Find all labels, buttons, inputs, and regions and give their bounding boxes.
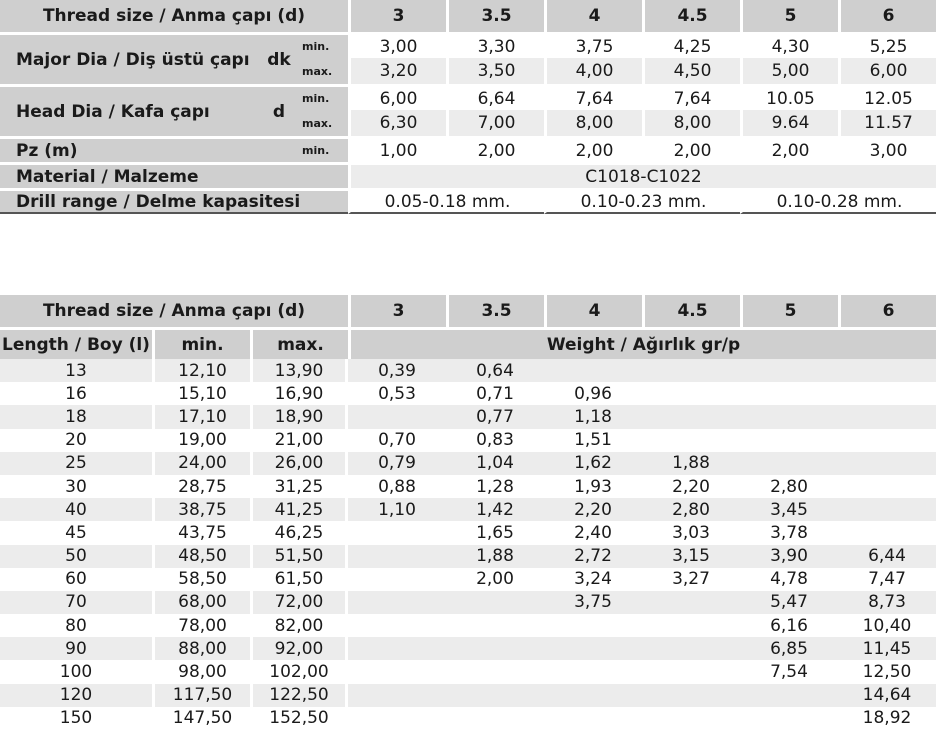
material-value: C1018-C1022 [348, 162, 936, 188]
size-header: 6 [838, 295, 936, 327]
weight-cell: 5,47 [740, 591, 838, 614]
size-header: 3.5 [446, 295, 544, 327]
weight-subheader-row [0, 327, 936, 359]
weight-cell [642, 660, 740, 683]
weight-cell: 14,64 [838, 684, 936, 707]
length-cell: 40 [0, 498, 152, 521]
table-row [0, 568, 936, 591]
material-label: Material / Malzeme [0, 162, 348, 188]
weight-cell [544, 359, 642, 382]
weight-cell: 6,85 [740, 637, 838, 660]
length-cell: 16 [0, 382, 152, 405]
length-cell: 70 [0, 591, 152, 614]
weight-cell: 2,00 [446, 568, 544, 591]
weight-header-label: Thread size / Anma çapı (d) [0, 295, 348, 327]
weight-cell: 2,20 [544, 498, 642, 521]
weight-cell: 0,39 [348, 359, 446, 382]
weight-cell: 7,47 [838, 568, 936, 591]
weight-cell: 0,79 [348, 452, 446, 475]
value-cell: 3,00 [838, 136, 936, 162]
value-cell: 6,00 [348, 84, 446, 110]
weight-cell: 3,15 [642, 545, 740, 568]
value-cell: 8,00 [544, 110, 642, 136]
length-cell: 120 [0, 684, 152, 707]
min-label: min. [300, 136, 348, 162]
weight-cell [642, 405, 740, 428]
weight-cell: 0,71 [446, 382, 544, 405]
head-dia-symbol: d [258, 84, 300, 136]
weight-cell [446, 660, 544, 683]
value-cell: 4,25 [642, 32, 740, 58]
size-header: 4.5 [642, 295, 740, 327]
weight-cell [348, 707, 446, 730]
weight-cell [740, 429, 838, 452]
table-row [0, 684, 936, 707]
value-cell: 3,75 [544, 32, 642, 58]
weight-cell: 2,80 [740, 475, 838, 498]
min-cell: 15,10 [152, 382, 250, 405]
max-cell: 31,25 [250, 475, 348, 498]
length-cell: 45 [0, 521, 152, 544]
min-cell: 28,75 [152, 475, 250, 498]
weight-cell: 8,73 [838, 591, 936, 614]
max-header: max. [250, 327, 348, 359]
table-row [0, 591, 936, 614]
max-cell: 72,00 [250, 591, 348, 614]
min-cell: 147,50 [152, 707, 250, 730]
head-dia-label: Head Dia / Kafa çapı [0, 84, 258, 136]
pz-label: Pz (m) [0, 136, 300, 162]
major-dia-min-row [0, 32, 936, 58]
weight-cell [348, 591, 446, 614]
weight-cell [740, 359, 838, 382]
size-header: 5 [740, 0, 838, 32]
value-cell: 5,00 [740, 58, 838, 84]
max-cell: 16,90 [250, 382, 348, 405]
weight-cell [838, 405, 936, 428]
weight-cell: 0,96 [544, 382, 642, 405]
weight-cell: 1,04 [446, 452, 544, 475]
size-header: 6 [838, 0, 936, 32]
weight-cell: 1,42 [446, 498, 544, 521]
table-row [0, 475, 936, 498]
value-cell: 6,30 [348, 110, 446, 136]
max-label: max. [300, 110, 348, 136]
max-cell: 82,00 [250, 614, 348, 637]
drill-range-label: Drill range / Delme kapasitesi [0, 188, 348, 214]
weight-cell [348, 684, 446, 707]
drill-range-value: 0.10-0.23 mm. [544, 188, 740, 214]
table-row [0, 429, 936, 452]
weight-cell [446, 614, 544, 637]
length-cell: 18 [0, 405, 152, 428]
weight-cell: 1,10 [348, 498, 446, 521]
weight-cell [642, 684, 740, 707]
weight-cell [348, 614, 446, 637]
min-cell: 19,00 [152, 429, 250, 452]
weight-cell [446, 637, 544, 660]
weight-cell [544, 684, 642, 707]
weight-cell: 0,70 [348, 429, 446, 452]
value-cell: 3,50 [446, 58, 544, 84]
length-cell: 30 [0, 475, 152, 498]
max-cell: 102,00 [250, 660, 348, 683]
value-cell: 7,00 [446, 110, 544, 136]
size-header: 4.5 [642, 0, 740, 32]
weight-cell [348, 568, 446, 591]
min-cell: 98,00 [152, 660, 250, 683]
weight-cell [446, 684, 544, 707]
weight-table [0, 295, 936, 730]
value-cell: 2,00 [544, 136, 642, 162]
weight-cell [838, 498, 936, 521]
weight-cell [348, 521, 446, 544]
table-row [0, 382, 936, 405]
min-label: min. [300, 84, 348, 110]
length-cell: 60 [0, 568, 152, 591]
weight-cell: 4,78 [740, 568, 838, 591]
weight-cell [348, 660, 446, 683]
min-label: min. [300, 32, 348, 58]
weight-cell: 1,18 [544, 405, 642, 428]
weight-cell [446, 707, 544, 730]
table-row [0, 405, 936, 428]
value-cell: 4,00 [544, 58, 642, 84]
table-row [0, 637, 936, 660]
weight-cell: 0,77 [446, 405, 544, 428]
value-cell: 6,00 [838, 58, 936, 84]
weight-cell [642, 382, 740, 405]
length-header: Length / Boy (l) [0, 327, 152, 359]
max-cell: 92,00 [250, 637, 348, 660]
weight-cell: 18,92 [838, 707, 936, 730]
table-row [0, 498, 936, 521]
max-cell: 41,25 [250, 498, 348, 521]
value-cell: 7,64 [642, 84, 740, 110]
table-row [0, 707, 936, 730]
table-row [0, 452, 936, 475]
weight-cell: 0,64 [446, 359, 544, 382]
spec-header-row [0, 0, 936, 32]
table-row [0, 660, 936, 683]
value-cell: 6,64 [446, 84, 544, 110]
weight-cell: 0,53 [348, 382, 446, 405]
weight-cell [838, 452, 936, 475]
weight-cell: 3,27 [642, 568, 740, 591]
size-header: 4 [544, 295, 642, 327]
length-cell: 80 [0, 614, 152, 637]
value-cell: 4,30 [740, 32, 838, 58]
weight-cell: 10,40 [838, 614, 936, 637]
major-dia-symbol: dk [258, 32, 300, 84]
size-header: 3 [348, 0, 446, 32]
weight-cell [838, 475, 936, 498]
weight-cell [544, 637, 642, 660]
weight-cell: 3,90 [740, 545, 838, 568]
material-row [0, 162, 936, 188]
min-cell: 78,00 [152, 614, 250, 637]
size-header: 4 [544, 0, 642, 32]
max-cell: 13,90 [250, 359, 348, 382]
size-header: 5 [740, 295, 838, 327]
value-cell: 11.57 [838, 110, 936, 136]
weight-cell [740, 707, 838, 730]
min-cell: 38,75 [152, 498, 250, 521]
min-cell: 68,00 [152, 591, 250, 614]
length-cell: 50 [0, 545, 152, 568]
weight-cell: 1,51 [544, 429, 642, 452]
max-label: max. [300, 58, 348, 84]
weight-cell [740, 684, 838, 707]
length-cell: 90 [0, 637, 152, 660]
length-cell: 150 [0, 707, 152, 730]
value-cell: 2,00 [446, 136, 544, 162]
weight-cell: 11,45 [838, 637, 936, 660]
weight-cell: 1,65 [446, 521, 544, 544]
weight-cell: 2,80 [642, 498, 740, 521]
weight-cell: 1,62 [544, 452, 642, 475]
table-row [0, 545, 936, 568]
weight-cell [642, 591, 740, 614]
value-cell: 4,50 [642, 58, 740, 84]
weight-cell [642, 429, 740, 452]
table-row [0, 614, 936, 637]
max-cell: 26,00 [250, 452, 348, 475]
spec-header-label: Thread size / Anma çapı (d) [0, 0, 348, 32]
weight-cell [838, 382, 936, 405]
weight-cell [544, 614, 642, 637]
max-cell: 122,50 [250, 684, 348, 707]
length-cell: 25 [0, 452, 152, 475]
weight-cell: 3,78 [740, 521, 838, 544]
head-dia-min-row [0, 84, 936, 110]
value-cell: 3,00 [348, 32, 446, 58]
weight-cell [740, 452, 838, 475]
value-cell: 12.05 [838, 84, 936, 110]
weight-cell [838, 429, 936, 452]
weight-cell [740, 382, 838, 405]
value-cell: 10.05 [740, 84, 838, 110]
max-cell: 46,25 [250, 521, 348, 544]
weight-cell: 6,16 [740, 614, 838, 637]
max-cell: 61,50 [250, 568, 348, 591]
value-cell: 1,00 [348, 136, 446, 162]
spec-table [0, 0, 936, 214]
weight-cell: 3,45 [740, 498, 838, 521]
weight-header: Weight / Ağırlık gr/p [348, 327, 936, 359]
weight-cell [642, 614, 740, 637]
weight-cell: 1,28 [446, 475, 544, 498]
table-row [0, 521, 936, 544]
max-cell: 18,90 [250, 405, 348, 428]
value-cell: 2,00 [642, 136, 740, 162]
weight-cell [838, 521, 936, 544]
value-cell: 8,00 [642, 110, 740, 136]
drill-range-row [0, 188, 936, 214]
weight-cell [740, 405, 838, 428]
pz-row [0, 136, 936, 162]
weight-cell: 12,50 [838, 660, 936, 683]
weight-cell: 1,93 [544, 475, 642, 498]
weight-cell [544, 707, 642, 730]
weight-cell: 1,88 [642, 452, 740, 475]
value-cell: 9.64 [740, 110, 838, 136]
drill-range-value: 0.05-0.18 mm. [348, 188, 544, 214]
min-cell: 43,75 [152, 521, 250, 544]
major-dia-label: Major Dia / Diş üstü çapı [0, 32, 258, 84]
weight-cell [348, 545, 446, 568]
length-cell: 13 [0, 359, 152, 382]
weight-cell: 2,72 [544, 545, 642, 568]
weight-cell: 3,03 [642, 521, 740, 544]
min-cell: 17,10 [152, 405, 250, 428]
weight-cell [348, 637, 446, 660]
table-row [0, 359, 936, 382]
weight-cell: 2,20 [642, 475, 740, 498]
weight-cell: 2,40 [544, 521, 642, 544]
weight-cell [642, 707, 740, 730]
weight-cell [446, 591, 544, 614]
size-header: 3 [348, 295, 446, 327]
min-cell: 58,50 [152, 568, 250, 591]
weight-cell: 7,54 [740, 660, 838, 683]
weight-cell: 6,44 [838, 545, 936, 568]
min-cell: 12,10 [152, 359, 250, 382]
min-cell: 88,00 [152, 637, 250, 660]
max-cell: 21,00 [250, 429, 348, 452]
value-cell: 7,64 [544, 84, 642, 110]
min-cell: 24,00 [152, 452, 250, 475]
drill-range-value: 0.10-0.28 mm. [740, 188, 936, 214]
weight-cell: 3,24 [544, 568, 642, 591]
weight-header-row [0, 295, 936, 327]
length-cell: 20 [0, 429, 152, 452]
value-cell: 2,00 [740, 136, 838, 162]
weight-cell [544, 660, 642, 683]
size-header: 3.5 [446, 0, 544, 32]
weight-cell: 0,83 [446, 429, 544, 452]
weight-cell: 1,88 [446, 545, 544, 568]
value-cell: 5,25 [838, 32, 936, 58]
weight-cell: 0,88 [348, 475, 446, 498]
min-cell: 48,50 [152, 545, 250, 568]
weight-cell [642, 359, 740, 382]
min-cell: 117,50 [152, 684, 250, 707]
value-cell: 3,20 [348, 58, 446, 84]
max-cell: 152,50 [250, 707, 348, 730]
weight-cell: 3,75 [544, 591, 642, 614]
weight-cell [348, 405, 446, 428]
weight-cell [642, 637, 740, 660]
value-cell: 3,30 [446, 32, 544, 58]
min-header: min. [152, 327, 250, 359]
weight-cell [838, 359, 936, 382]
length-cell: 100 [0, 660, 152, 683]
max-cell: 51,50 [250, 545, 348, 568]
